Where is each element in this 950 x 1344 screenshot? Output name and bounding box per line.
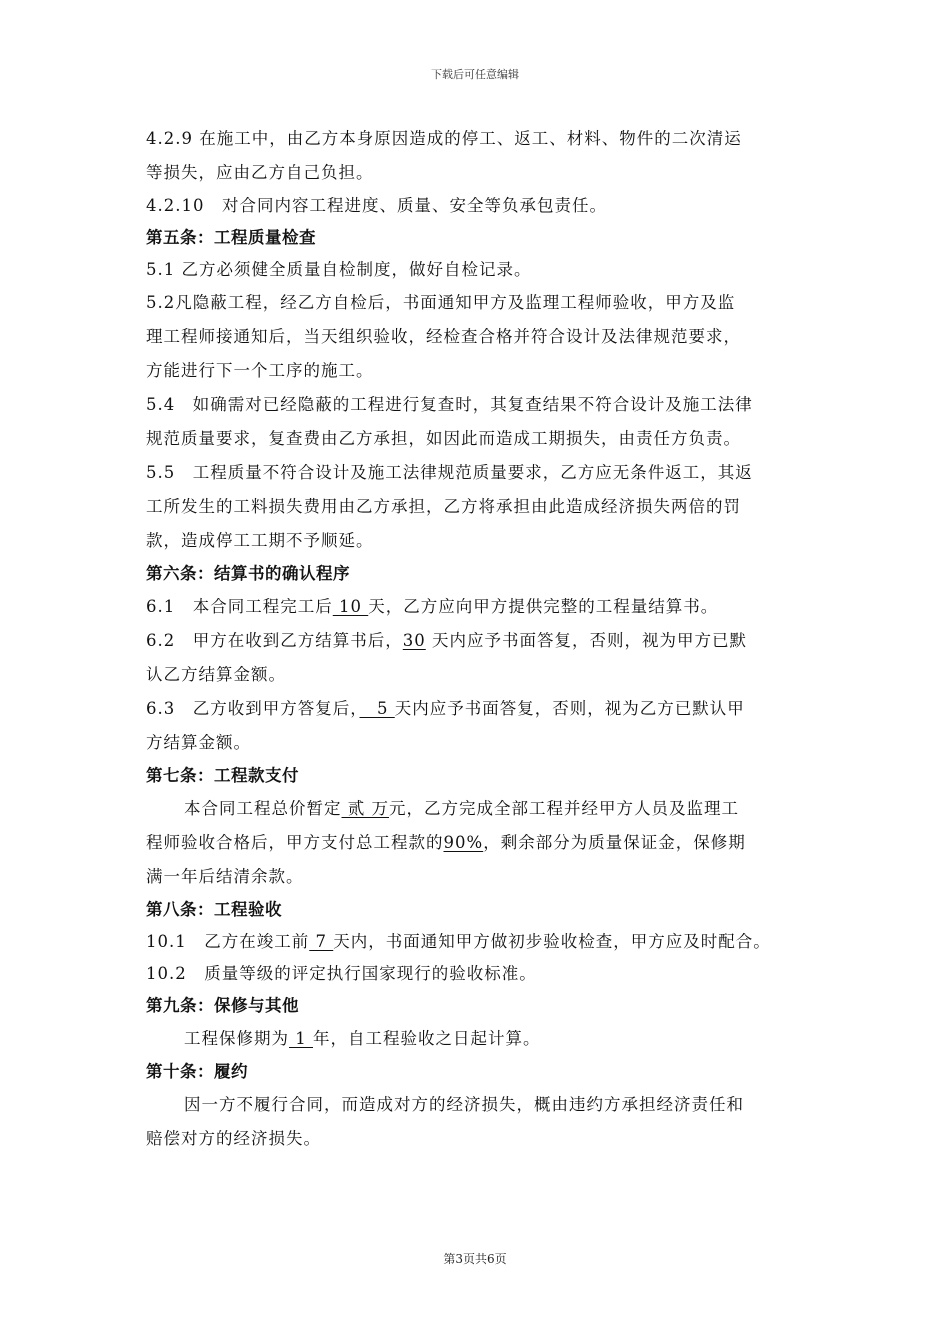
paragraph-line: 4.2.9 在施工中，由乙方本身原因造成的停工、返工、材料、物件的二次清运: [146, 129, 742, 148]
paragraph-line: 方结算金额。: [146, 733, 251, 752]
paragraph-line: 5.5 工程质量不符合设计及施工法律规范质量要求，乙方应无条件返工，其返: [146, 463, 753, 482]
paragraph-line: 规范质量要求，复查费由乙方承担，如因此而造成工期损失，由责任方负责。: [146, 429, 741, 448]
blank-value: 30: [402, 631, 426, 650]
text: 本合同工程总价暂定: [184, 799, 342, 818]
text: 天内应予书面答复，否则，视为乙方已默认甲: [394, 699, 745, 718]
paragraph-line: [146, 1022, 816, 1056]
section-heading-9: 第九条：保修与其他: [146, 996, 299, 1015]
section-heading-7: 第七条：工程款支付: [146, 766, 299, 785]
document-body: [146, 122, 816, 1156]
paragraph-line: 满一年后结清余款。: [146, 867, 304, 886]
paragraph-line: 4.2.10 对合同内容工程进度、质量、安全等负承包责任。: [146, 196, 607, 215]
blank-value: 1: [289, 1029, 313, 1048]
section-heading-10: 第十条：履约: [146, 1062, 248, 1081]
paragraph-line: 认乙方结算金额。: [146, 665, 286, 684]
text: 6.1 本合同工程完工后: [146, 597, 333, 616]
section-heading-8: 第八条：工程验收: [146, 900, 282, 919]
paragraph-line: 理工程师接通知后，当天组织验收，经检查合格并符合设计及法律规范要求，: [146, 327, 741, 346]
section-heading-6: 第六条：结算书的确认程序: [146, 564, 350, 583]
page-header: 下载后可任意编辑: [431, 68, 519, 81]
paragraph-line: [146, 926, 816, 958]
paragraph-line: 工所发生的工料损失费用由乙方承担，乙方将承担由此造成经济损失两倍的罚: [146, 497, 741, 516]
text: 6.2 甲方在收到乙方结算书后，: [146, 631, 403, 650]
text: 年，自工程验收之日起计算。: [313, 1029, 541, 1048]
text: 工程保修期为: [184, 1029, 289, 1048]
paragraph-line: 等损失，应由乙方自己负担。: [146, 163, 374, 182]
paragraph-line: 5.2凡隐蔽工程，经乙方自检后，书面通知甲方及监理工程师验收，甲方及监: [146, 293, 736, 312]
paragraph-line: [146, 826, 816, 860]
blank-value: 90%: [443, 833, 484, 852]
text: 天内，书面通知甲方做初步验收检查，甲方应及时配合。: [333, 932, 771, 951]
text: 程师验收合格后，甲方支付总工程款的: [146, 833, 444, 852]
paragraph-line: [146, 692, 816, 726]
paragraph-line: 赔偿对方的经济损失。: [146, 1129, 321, 1148]
paragraph-line: 5.1 乙方必须健全质量自检制度，做好自检记录。: [146, 260, 532, 279]
paragraph-line: [146, 590, 816, 624]
paragraph-line: [146, 792, 816, 826]
paragraph-line: 10.2 质量等级的评定执行国家现行的验收标准。: [146, 964, 537, 983]
paragraph-line: 5.4 如确需对已经隐蔽的工程进行复查时，其复查结果不符合设计及施工法律: [146, 395, 753, 414]
blank-value: 10: [332, 597, 369, 616]
blank-value: 5: [359, 699, 395, 718]
text: 天，乙方应向甲方提供完整的工程量结算书。: [368, 597, 719, 616]
paragraph-line: 方能进行下一个工序的施工。: [146, 361, 374, 380]
paragraph-line: 款，造成停工工期不予顺延。: [146, 531, 374, 550]
paragraph-line: [146, 624, 816, 658]
blank-value: 贰 万: [341, 799, 389, 818]
text: 6.3 乙方收到甲方答复后，: [146, 699, 360, 718]
text: 天内应予书面答复，否则，视为甲方已默: [425, 631, 747, 650]
text: ，剩余部分为质量保证金，保修期: [483, 833, 746, 852]
section-heading-5: 第五条：工程质量检查: [146, 228, 316, 247]
blank-value: 7: [309, 932, 334, 951]
paragraph-line: 因一方不履行合同，而造成对方的经济损失，概由违约方承担经济责任和: [184, 1095, 744, 1114]
page-footer: 第3页共6页: [443, 1252, 507, 1266]
text: 10.1 乙方在竣工前: [146, 932, 310, 951]
text: 元，乙方完成全部工程并经甲方人员及监理工: [389, 799, 739, 818]
